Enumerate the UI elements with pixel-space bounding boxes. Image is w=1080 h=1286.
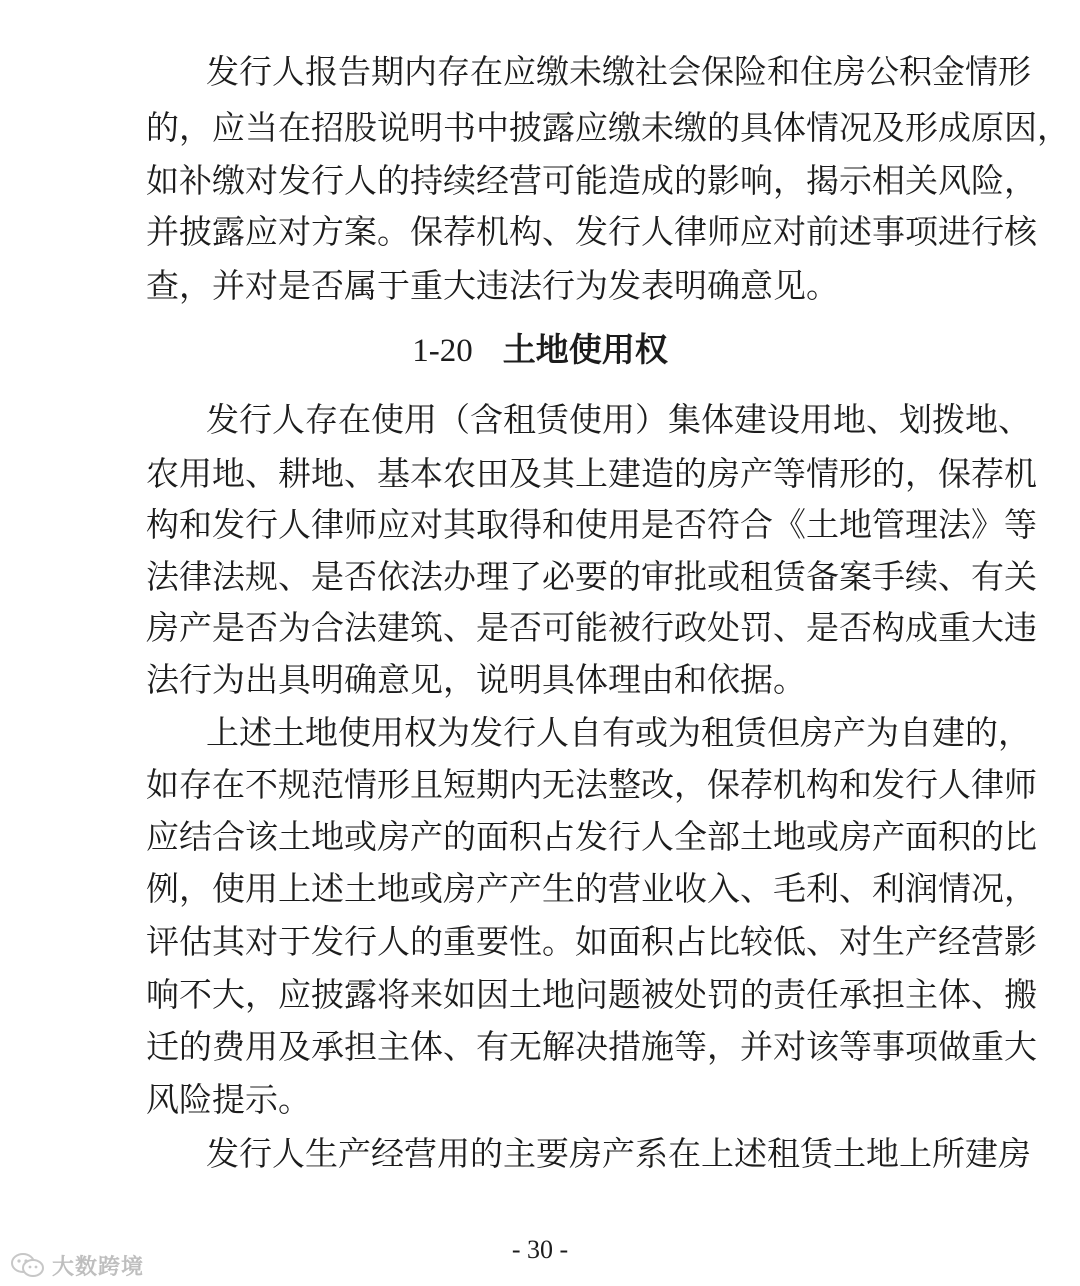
watermark-text: 大数跨境 (52, 1254, 145, 1280)
paragraph-2-line-3: 构和发行人律师应对其取得和使用是否符合《土地管理法》等 (146, 505, 1037, 544)
paragraph-4-line-1: 发行人生产经营用的主要房产系在上述租赁土地上所建房 (206, 1134, 1031, 1173)
paragraph-1-line-1: 发行人报告期内存在应缴未缴社会保险和住房公积金情形 (206, 52, 1031, 91)
paragraph-2-line-2: 农用地、耕地、基本农田及其上建造的房产等情形的，保荐机 (146, 454, 1037, 493)
wechat-logo-icon (10, 1251, 46, 1279)
paragraph-2-line-6: 法行为出具明确意见，说明具体理由和依据。 (146, 660, 806, 699)
paragraph-3-line-3: 应结合该土地或房产的面积占发行人全部土地或房产面积的比 (146, 817, 1037, 856)
paragraph-3-line-5: 评估其对于发行人的重要性。如面积占比较低、对生产经营影 (146, 922, 1037, 961)
section-number: 1-20 (412, 333, 473, 369)
paragraph-3-line-7: 迁的费用及承担主体、有无解决措施等，并对该等事项做重大 (146, 1027, 1037, 1066)
paragraph-3-line-8: 风险提示。 (146, 1080, 311, 1119)
paragraph-1-line-3: 如补缴对发行人的持续经营可能造成的影响，揭示相关风险， (146, 161, 1037, 200)
section-title: 土地使用权 (502, 330, 668, 369)
paragraph-1-line-4: 并披露应对方案。保荐机构、发行人律师应对前述事项进行核 (146, 212, 1037, 251)
paragraph-2-line-4: 法律法规、是否依法办理了必要的审批或租赁备案手续、有关 (146, 557, 1037, 596)
page-number: - 30 - (511, 1235, 569, 1264)
paragraph-3-line-2: 如存在不规范情形且短期内无法整改，保荐机构和发行人律师 (146, 765, 1037, 804)
watermark (10, 1250, 144, 1280)
paragraph-3-line-1: 上述土地使用权为发行人自有或为租赁但房产为自建的， (206, 713, 1031, 752)
paragraph-3-line-4: 例，使用上述土地或房产产生的营业收入、毛利、利润情况， (146, 869, 1037, 908)
paragraph-3-line-6: 响不大，应披露将来如因土地问题被处罚的责任承担主体、搬 (146, 975, 1037, 1014)
paragraph-2-line-5: 房产是否为合法建筑、是否可能被行政处罚、是否构成重大违 (146, 608, 1037, 647)
paragraph-1-line-5: 查，并对是否属于重大违法行为发表明确意见。 (146, 266, 839, 305)
paragraph-2-line-1: 发行人存在使用（含租赁使用）集体建设用地、划拨地、 (206, 400, 1031, 439)
section-heading (0, 330, 1080, 371)
paragraph-1-line-2: 的，应当在招股说明书中披露应缴未缴的具体情况及形成原因， (146, 108, 1070, 147)
